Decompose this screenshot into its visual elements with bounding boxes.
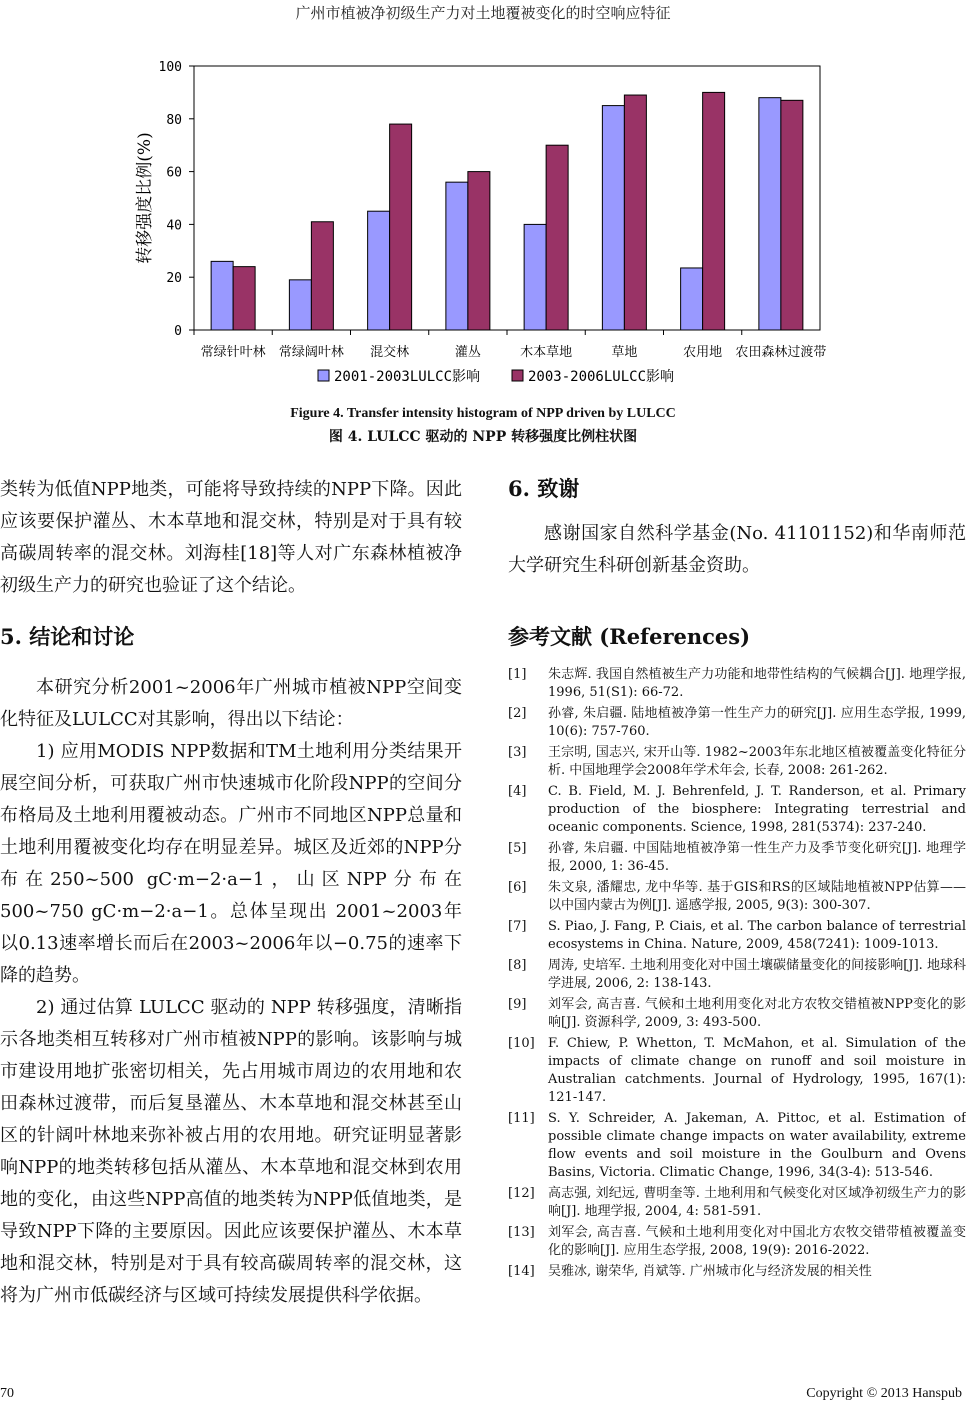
y-tick-label: 100 bbox=[158, 60, 182, 75]
reference-text: C. B. Field, M. J. Behrenfeld, J. T. Randerson, et al. Primary production of the biosphere: Integrating terrestrial and oceanic components. Science, 1998, 281(5374): 237-240. bbox=[548, 784, 966, 835]
figure-4-chart bbox=[120, 50, 850, 400]
bar-2001-2003 bbox=[211, 261, 233, 330]
reference-text: S. Piao, J. Fang, P. Ciais, et al. The carbon balance of terrestrial ecosystems in China. Nature, 2009, 458(7241): 1009-1013. bbox=[548, 919, 966, 952]
reference-list bbox=[508, 666, 966, 1281]
reference-item bbox=[508, 1110, 966, 1182]
x-tick-label: 农用地 bbox=[683, 345, 723, 360]
bar-2001-2003 bbox=[524, 224, 546, 330]
reference-number: [13] bbox=[508, 1225, 535, 1240]
section-5-title: 5. 结论和讨论 bbox=[0, 624, 135, 649]
reference-item bbox=[508, 918, 966, 954]
reference-text: 刘军会, 高吉喜. 气候和土地利用变化对北方农牧交错植被NPP变化的影响[J]. 资源科学, 2009, 3: 493-500. bbox=[548, 997, 966, 1030]
reference-number: [9] bbox=[508, 997, 527, 1012]
reference-item bbox=[508, 783, 966, 837]
x-tick-label: 农田森林过渡带 bbox=[735, 345, 827, 360]
y-tick-label: 0 bbox=[174, 324, 182, 339]
reference-text: S. Y. Schreider, A. Jakeman, A. Pittoc, et al. Estimation of possible climate change impacts on water availability, extreme flow events and soil moisture in the Goulburn and Ovens Basins, Victoria. Climatic Change, 1996, 34(3-4): 513-546. bbox=[548, 1111, 966, 1180]
conclusion-paragraph-intro: 本研究分析2001~2006年广州城市植被NPP空间变化特征及LULCC对其影响，得出以下结论： bbox=[0, 677, 462, 730]
reference-text: 刘军会, 高吉喜. 气候和土地利用变化对中国北方农牧交错带植被覆盖变化的影响[J]. 应用生态学报, 2008, 19(9): 2016-2022. bbox=[548, 1225, 966, 1258]
right-column bbox=[508, 474, 966, 1284]
bar-2001-2003 bbox=[602, 106, 624, 330]
reference-number: [4] bbox=[508, 784, 527, 799]
x-tick-label: 混交林 bbox=[370, 345, 410, 360]
bar-2003-2006 bbox=[703, 92, 725, 330]
left-column bbox=[0, 474, 462, 1312]
reference-number: [5] bbox=[508, 841, 527, 856]
acknowledgement-paragraph: 感谢国家自然科学基金(No. 41101152)和华南师范大学研究生科研创新基金资助。 bbox=[508, 523, 966, 576]
reference-number: [3] bbox=[508, 745, 527, 760]
bar-2003-2006 bbox=[311, 222, 333, 330]
references-title: 参考文献 (References) bbox=[508, 624, 751, 649]
bar-2003-2006 bbox=[468, 172, 490, 330]
reference-item bbox=[508, 705, 966, 741]
reference-number: [6] bbox=[508, 880, 527, 895]
bar-2001-2003 bbox=[759, 98, 781, 330]
bar-2003-2006 bbox=[546, 145, 568, 330]
reference-item bbox=[508, 666, 966, 702]
reference-text: 吴雅冰, 谢荣华, 肖斌等. 广州城市化与经济发展的相关性 bbox=[548, 1264, 872, 1279]
y-axis-label: 转移强度比例(%) bbox=[135, 132, 155, 264]
copyright-notice: Copyright © 2013 Hanspub bbox=[806, 1386, 962, 1401]
x-tick-label: 灌丛 bbox=[454, 345, 481, 360]
reference-item bbox=[508, 879, 966, 915]
bar-2003-2006 bbox=[390, 124, 412, 330]
reference-text: 高志强, 刘纪远, 曹明奎等. 土地利用和气候变化对区域净初级生产力的影响[J]. 地理学报, 2004, 4: 581-591. bbox=[548, 1186, 966, 1219]
reference-item bbox=[508, 744, 966, 780]
reference-text: 朱文泉, 潘耀忠, 龙中华等. 基于GIS和RS的区域陆地植被NPP估算——以中国内蒙古为例[J]. 遥感学报, 2005, 9(3): 300-307. bbox=[548, 880, 966, 913]
bar-chart-svg bbox=[120, 50, 850, 400]
bar-2003-2006 bbox=[781, 100, 803, 330]
bar-2003-2006 bbox=[233, 267, 255, 330]
reference-item bbox=[508, 996, 966, 1032]
bar-2001-2003 bbox=[289, 280, 311, 330]
plot-area bbox=[194, 66, 820, 330]
reference-item bbox=[508, 1035, 966, 1107]
reference-text: 朱志辉. 我国自然植被生产力功能和地带性结构的气候耦合[J]. 地理学报, 1996, 51(S1): 66-72. bbox=[548, 667, 966, 700]
bar-2001-2003 bbox=[368, 211, 390, 330]
figure-caption-en: Figure 4. Transfer intensity histogram of NPP driven by LULCC bbox=[290, 406, 676, 421]
y-tick-label: 40 bbox=[166, 218, 182, 234]
legend-swatch bbox=[318, 370, 329, 381]
reference-text: F. Chiew, P. Whetton, T. McMahon, et al. Simulation of the impacts of climate change on runoff and soil moisture in Australian catchments. Journal of Hydrology, 1995, 167(1): 121-147. bbox=[548, 1036, 966, 1105]
reference-item bbox=[508, 1185, 966, 1221]
reference-number: [2] bbox=[508, 706, 527, 721]
y-tick-label: 20 bbox=[166, 271, 182, 287]
reference-number: [12] bbox=[508, 1186, 535, 1201]
reference-number: [11] bbox=[508, 1111, 535, 1126]
reference-item bbox=[508, 1224, 966, 1260]
legend-label: 2003-2006LULCC影响 bbox=[528, 369, 675, 385]
reference-item bbox=[508, 840, 966, 876]
x-tick-label: 木本草地 bbox=[520, 345, 573, 360]
section-6-title: 6. 致谢 bbox=[508, 476, 580, 501]
reference-text: 孙睿, 朱启疆. 中国陆地植被净第一性生产力及季节变化研究[J]. 地理学报, 2000, 1: 36-45. bbox=[548, 841, 966, 874]
figure-caption-cn: 图 4. LULCC 驱动的 NPP 转移强度比例柱状图 bbox=[328, 429, 638, 445]
bar-2003-2006 bbox=[624, 95, 646, 330]
legend-label: 2001-2003LULCC影响 bbox=[334, 369, 481, 385]
reference-number: [7] bbox=[508, 919, 527, 934]
x-tick-label: 常绿针叶林 bbox=[200, 345, 266, 360]
y-tick-label: 80 bbox=[166, 112, 182, 128]
y-tick-label: 60 bbox=[166, 165, 182, 181]
x-tick-label: 草地 bbox=[611, 345, 638, 360]
reference-text: 王宗明, 国志兴, 宋开山等. 1982~2003年东北地区植被覆盖变化特征分析. 中国地理学会2008年学术年会, 长春, 2008: 261-262. bbox=[548, 745, 966, 778]
reference-text: 孙睿, 朱启疆. 陆地植被净第一性生产力的研究[J]. 应用生态学报, 1999, 10(6): 757-760. bbox=[548, 706, 966, 739]
intro-paragraph: 类转为低值NPP地类，可能将导致持续的NPP下降。因此应该要保护灌丛、木本草地和混交林，特别是对于具有较高碳周转率的混交林。刘海桂[18]等人对广东森林植被净初级生产力的研究也验证了这个结论。 bbox=[0, 479, 462, 596]
page-number: 70 bbox=[0, 1386, 14, 1401]
bar-2001-2003 bbox=[681, 268, 703, 330]
running-header: 广州市植被净初级生产力对土地覆被变化的时空响应特征 bbox=[295, 4, 671, 22]
reference-text: 周涛, 史培军. 土地利用变化对中国土壤碳储量变化的间接影响[J]. 地球科学进展, 2006, 2: 138-143. bbox=[548, 958, 966, 991]
reference-number: [8] bbox=[508, 958, 527, 973]
reference-item bbox=[508, 957, 966, 993]
reference-number: [1] bbox=[508, 667, 527, 682]
reference-number: [14] bbox=[508, 1264, 535, 1279]
x-tick-label: 常绿阔叶林 bbox=[278, 345, 344, 360]
conclusion-paragraph-1: 1) 应用MODIS NPP数据和TM土地利用分类结果开展空间分析，可获取广州市快速城市化阶段NPP的空间分布格局及土地利用覆被动态。广州市不同地区NPP总量和土地利用覆被变化均存在明显差异。城区及近郊的NPP分布在250~500 gC·m−2·a−1，山区NPP分布在 500~750 gC·m−2·a−1。总体呈现出 2001~2003年以0.13速率增长而后在2003~2006年以−0.75的速率下降的趋势。 bbox=[0, 741, 462, 986]
bar-2001-2003 bbox=[446, 182, 468, 330]
conclusion-paragraph-2: 2) 通过估算 LULCC 驱动的 NPP 转移强度，清晰指示各地类相互转移对广州市植被NPP的影响。该影响与城市建设用地扩张密切相关，先占用城市周边的农用地和农田森林过渡带，而后复垦灌丛、木本草地和混交林甚至山区的针阔叶林地来弥补被占用的农用地。研究证明显著影响NPP的地类转移包括从灌丛、木本草地和混交林到农用地的变化，由这些NPP高值的地类转为NPP低值地类，是导致NPP下降的主要原因。因此应该要保护灌丛、木本草地和混交林，特别是对于具有较高碳周转率的混交林，这将为广州市低碳经济与区域可持续发展提供科学依据。 bbox=[0, 997, 462, 1306]
legend-swatch bbox=[512, 370, 523, 381]
reference-number: [10] bbox=[508, 1036, 535, 1051]
reference-item bbox=[508, 1263, 966, 1281]
